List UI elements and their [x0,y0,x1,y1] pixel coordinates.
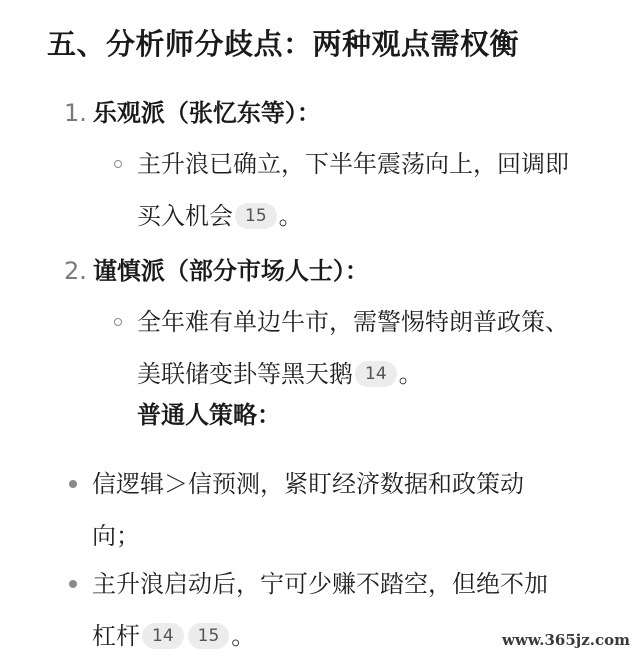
strategy-item [92,558,548,662]
ordered-number: 1. [64,99,87,127]
strategy-line: 主升浪启动后，宁可少赚不踏空，但绝不加 [92,570,548,598]
strategy-title: 普通人策略： [137,401,281,429]
ordered-number: 2. [64,257,87,285]
view-title: 乐观派（张忆东等）： [92,99,321,127]
point-end: 。 [278,202,303,230]
point-line: 主升浪已确立，下半年震荡向上，回调即 [137,150,569,178]
view-point-text [137,138,569,242]
citation-chip[interactable]: 14 [142,623,184,649]
citation-chip[interactable]: 15 [235,203,277,229]
strategy-line: 杠杆 [92,622,140,650]
citation-chip[interactable]: 14 [355,361,397,387]
ordered-item-cautious [64,251,369,286]
hollow-bullet-icon [114,160,122,168]
point-line: 全年难有单边牛市，需警惕特朗普政策、 [137,308,569,336]
bullet-icon [69,480,77,488]
strategy-line: 信逻辑＞信预测，紧盯经济数据和政策动 [92,470,524,498]
watermark: www.365jz.com [502,631,630,649]
ordered-item-optimists [64,93,321,128]
section-heading: 五、分析师分歧点：两种观点需权衡 [47,27,520,61]
citation-chip[interactable]: 15 [188,623,230,649]
bullet-icon [69,580,77,588]
strategy-end: 。 [231,622,256,650]
view-point-text [137,296,569,400]
hollow-bullet-icon [114,318,122,326]
strategy-line: 向； [92,522,140,550]
point-line: 买入机会 [137,202,233,230]
strategy-item [92,458,524,562]
point-line: 美联储变卦等黑天鹅 [137,360,353,388]
point-end: 。 [398,360,423,388]
view-title: 谨慎派（部分市场人士）： [92,257,369,285]
